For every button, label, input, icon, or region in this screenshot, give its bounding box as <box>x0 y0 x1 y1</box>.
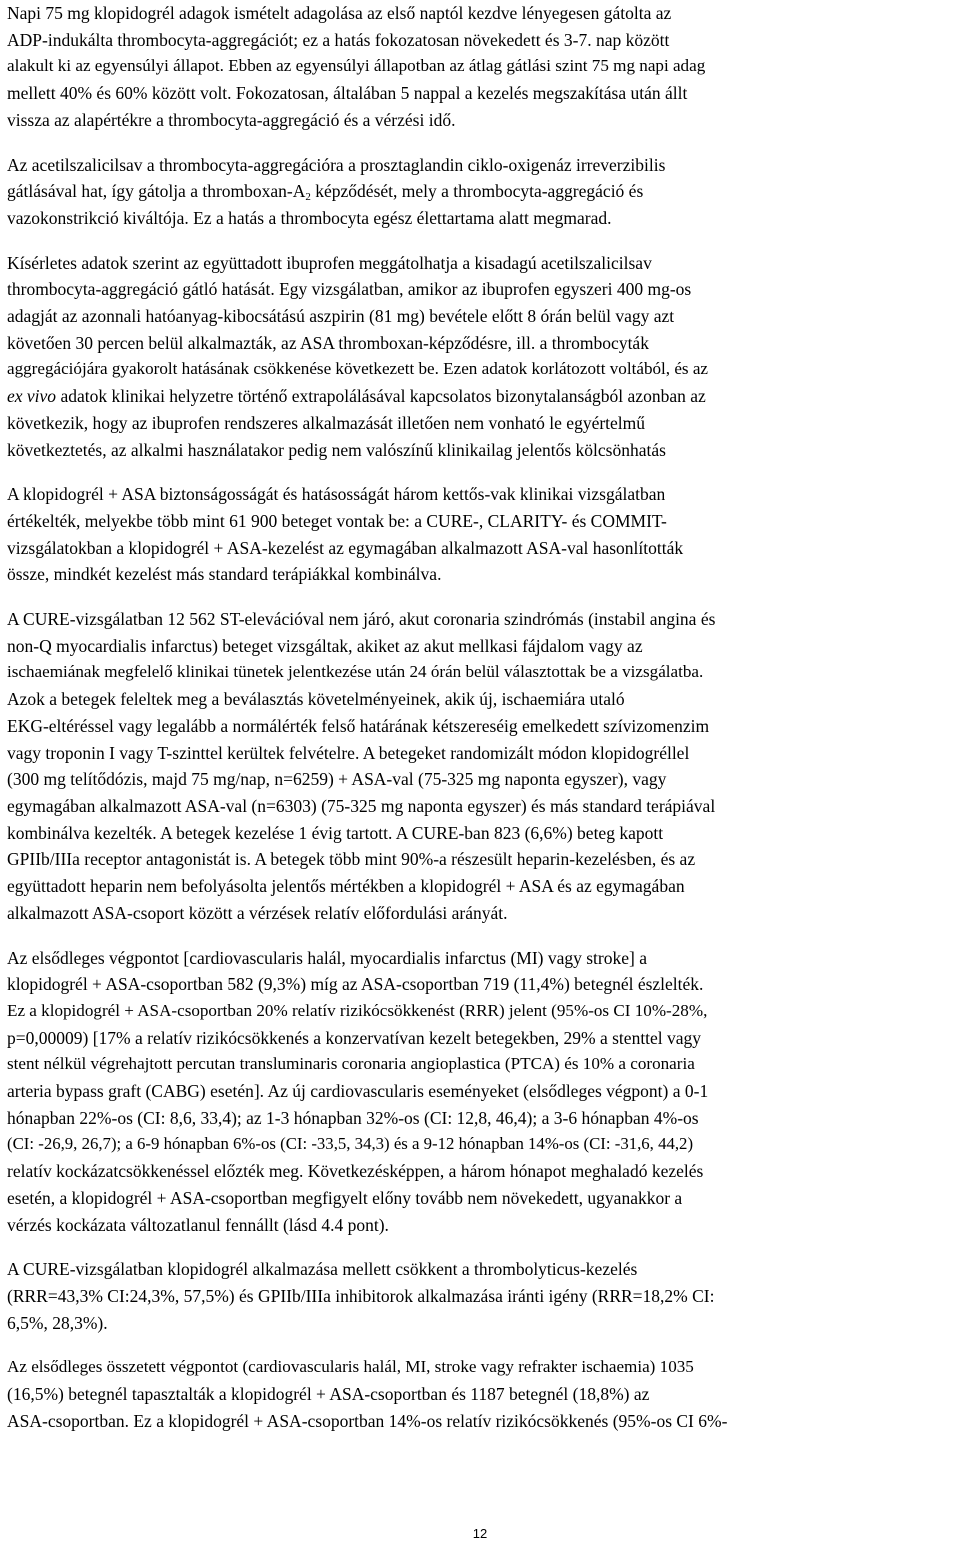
text-line: adagját az azonnali hatóanyag-kibocsátású aszpirin (81 mg) bevétele előtt 8 órán belül vagy azt <box>7 306 675 327</box>
text-line: (RRR=43,3% CI:24,3%, 57,5%) és GPIIb/IIIa inhibitorok alkalmazása iránti igény (RRR=18,2% CI: <box>7 1285 715 1306</box>
text-line: együttadott heparin nem befolyásolta jelentős mértékben a klopidogrél + ASA és az egymagában <box>7 876 685 897</box>
text-line: (300 mg telítődózis, majd 75 mg/nap, n=6259) + ASA-val (75-325 mg naponta egyszer), vagy <box>7 769 667 790</box>
text-line: (CI: -26,9, 26,7); a 6-9 hónapban 6%-os (CI: -33,5, 34,3) és a 9-12 hónapban 14%-os (CI: -31,6, 44,2) <box>7 1134 694 1154</box>
paragraph-ibuprofen-interaction <box>7 250 955 464</box>
text-line: stent nélkül végrehajtott percutan transluminaris coronaria angioplastica (PTCA) és 10% a coronaria <box>7 1054 695 1074</box>
text-line: Kísérletes adatok szerint az együttadott ibuprofen meggátolhatja a kisadagú acetilszalicilsav <box>7 252 652 273</box>
text-line: követően 30 percen belül alkalmazták, az ASA thromboxan-képződésre, ill. a thrombocyták <box>7 332 649 353</box>
paragraph-thrombolytic-need <box>7 1256 955 1336</box>
text-line: GPIIb/IIIa receptor antagonistát is. A betegek több mint 90%-a részesült heparin-kezelésben, és az <box>7 849 696 870</box>
text-line: 6,5%, 28,3%). <box>7 1312 108 1333</box>
subscript: 2 <box>305 191 311 204</box>
text-line: arteria bypass graft (CABG) esetén]. Az új cardiovascularis eseményeket (elsődleges végpont) a 0-1 <box>7 1081 709 1102</box>
text-line: hónapban 22%-os (CI: 8,6, 33,4); az 1-3 hónapban 32%-os (CI: 12,8, 46,4); a 3-6 hónapban 4%-os <box>7 1107 699 1128</box>
paragraph-acetylsalicylic-acid <box>7 152 955 232</box>
document-page <box>7 0 955 1434</box>
text-segment: adatok klinikai helyzetre történő extrapolálásával kapcsolatos bizonytalanságból azonban az <box>56 386 706 407</box>
text-line: ADP-indukálta thrombocyta-aggregációt; ez a hatás fokozatosan növekedett és 3-7. nap között <box>7 29 670 50</box>
paragraph-composite-endpoint <box>7 1354 955 1434</box>
text-line <box>7 178 955 205</box>
text-line: Napi 75 mg klopidogrél adagok ismételt adagolása az első naptól kezdve lényegesen gátolta az <box>7 3 672 23</box>
text-line: vérzés kockázata változatlanul fennállt (lásd 4.4 pont). <box>7 1214 389 1235</box>
text-line: Ez a klopidogrél + ASA-csoportban 20% relatív rizikócsökkenést (RRR) jelent (95%-os CI 10%-28%, <box>7 1000 708 1020</box>
text-line: non-Q myocardialis infarctus) beteget vizsgáltak, akiket az akut mellkasi fájdalom vagy az <box>7 635 643 656</box>
paragraph-clopidogrel-platelet-inhibition <box>7 0 955 134</box>
text-line: A CURE-vizsgálatban klopidogrél alkalmazása mellett csökkent a thrombolyticus-kezelés <box>7 1259 638 1280</box>
text-line: össze, mindkét kezelést más standard terápiákkal kombinálva. <box>7 564 442 585</box>
text-line: esetén, a klopidogrél + ASA-csoportban megfigyelt előny tovább nem növekedett, ugyanakkor a <box>7 1187 683 1208</box>
text-line <box>7 383 955 410</box>
italic-term: ex vivo <box>7 386 57 407</box>
text-line: vagy troponin I vagy T-szinttel kerültek felvételre. A betegeket randomizált módon klopidogréllel <box>7 742 690 763</box>
text-line: következtetés, az alkalmi használatakor pedig nem valószínű klinikailag jelentős kölcsönhatás <box>7 439 666 460</box>
text-line: (16,5%) betegnél tapasztalták a klopidogrél + ASA-csoportban és 1187 betegnél (18,8%) az <box>7 1384 650 1405</box>
text-line: kombinálva kezelték. A betegek kezelése 1 évig tartott. A CURE-ban 823 (6,6%) beteg kapott <box>7 822 664 843</box>
text-line: Az elsődleges végpontot [cardiovascularis halál, myocardialis infarctus (MI) vagy stroke] a <box>7 947 647 968</box>
paragraph-primary-endpoint <box>7 945 955 1239</box>
text-line: mellett 40% és 60% között volt. Fokozatosan, általában 5 nappal a kezelés megszakítása után állt <box>7 83 688 104</box>
text-line: alkalmazott ASA-csoport között a vérzések relatív előfordulási arányát. <box>7 902 508 923</box>
text-line: relatív kockázatcsökkenéssel előzték meg. Következésképpen, a három hónapot meghaladó kezelés <box>7 1161 704 1182</box>
text-line: következik, hogy az ibuprofen rendszeres alkalmazását illetően nem vonható le egyértelmű <box>7 412 646 433</box>
text-line: vissza az alapértékre a thrombocyta-aggregáció és a vérzési idő. <box>7 109 456 130</box>
text-line: Az elsődleges összetett végpontot (cardiovascularis halál, MI, stroke vagy refrakter ischaemia) 1035 <box>7 1357 694 1377</box>
paragraph-cure-study-design <box>7 606 955 926</box>
text-line: egymagában alkalmazott ASA-val (n=6303) (75-325 mg naponta egyszer) és más standard terápiával <box>7 795 716 816</box>
paragraph-trials-overview <box>7 481 955 588</box>
text-segment: képződését, mely a thrombocyta-aggregáció és <box>310 181 644 202</box>
text-segment: gátlásával hat, így gátolja a thromboxan-A <box>7 181 306 202</box>
text-line: p=0,00009) [17% a relatív rizikócsökkenés a konzervatívan kezelt betegekben, 29% a stenttel vagy <box>7 1027 702 1048</box>
text-line: klopidogrél + ASA-csoportban 582 (9,3%) míg az ASA-csoportban 719 (11,4%) betegnél észlelték. <box>7 974 704 995</box>
page-number: 12 <box>472 1526 488 1541</box>
text-line: vazokonstrikció kiváltója. Ez a hatás a thrombocyta egész élettartama alatt megmarad. <box>7 207 612 228</box>
text-line: értékelték, melyekbe több mint 61 900 beteget vontak be: a CURE-, CLARITY- és COMMIT- <box>7 510 667 531</box>
text-line: EKG-eltéréssel vagy legalább a normálérték felső határának kétszereséig emelkedett szívizomenzim <box>7 715 710 736</box>
text-line: ischaemiának megfelelő klinikai tünetek jelentkezése után 24 órán belül választottak be a vizsgálatba. <box>7 662 704 682</box>
text-line: aggregációjára gyakorolt hatásának csökkenése következett be. Ezen adatok korlátozott voltából, és az <box>7 359 709 379</box>
text-line: ASA-csoportban. Ez a klopidogrél + ASA-csoportban 14%-os relatív rizikócsökkenés (95%-os CI 6%- <box>7 1410 728 1431</box>
text-line: A CURE-vizsgálatban 12 562 ST-elevációval nem járó, akut coronaria szindrómás (instabil angina és <box>7 609 716 630</box>
text-line: alakult ki az egyensúlyi állapot. Ebben az egyensúlyi állapotban az átlag gátlási szint 75 mg napi adag <box>7 56 706 76</box>
text-line: thrombocyta-aggregáció gátló hatását. Egy vizsgálatban, amikor az ibuprofen egyszeri 400 mg-os <box>7 279 692 300</box>
text-line: Azok a betegek feleltek meg a beválasztás követelményeinek, akik új, ischaemiára utaló <box>7 689 625 710</box>
text-line: vizsgálatokban a klopidogrél + ASA-kezelést az egymagában alkalmazott ASA-val hasonlították <box>7 537 684 558</box>
text-line: Az acetilszalicilsav a thrombocyta-aggregációra a prosztaglandin ciklo-oxigenáz irreverzibilis <box>7 154 666 175</box>
text-line: A klopidogrél + ASA biztonságosságát és hatásosságát három kettős-vak klinikai vizsgálatban <box>7 484 666 505</box>
